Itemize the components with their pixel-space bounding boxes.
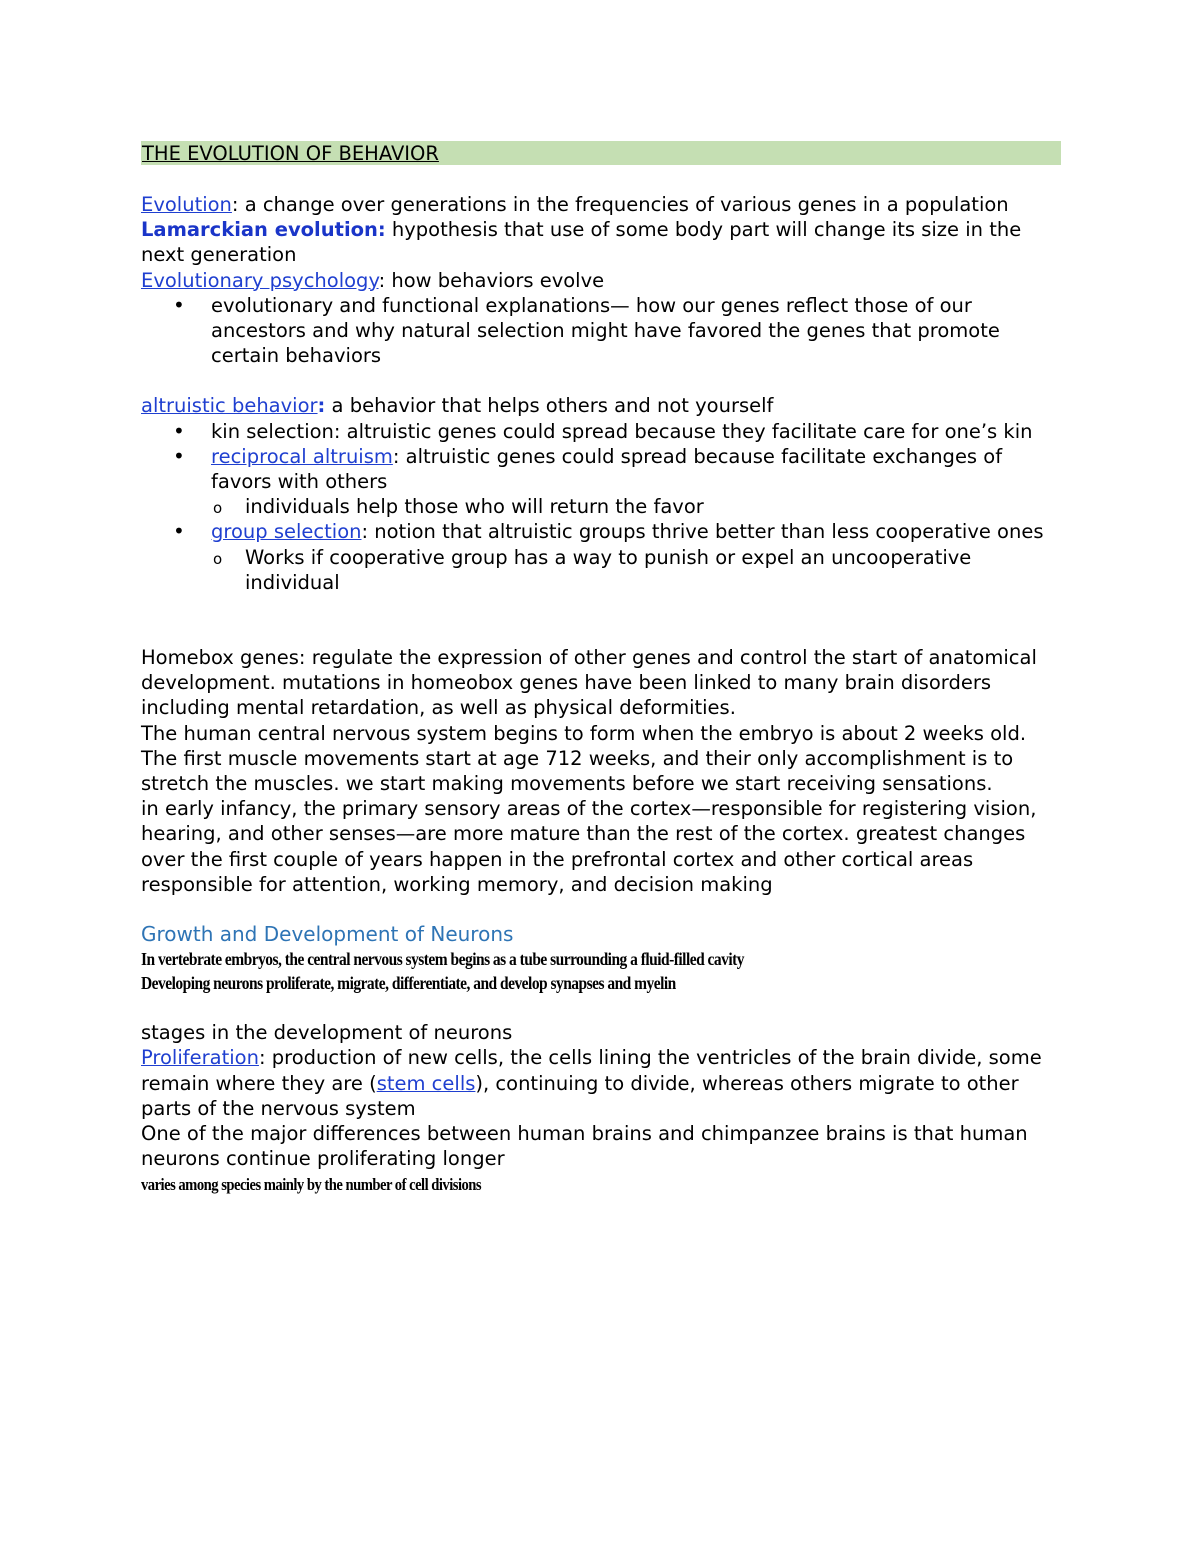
list-item-group-selection	[141, 519, 1061, 544]
infancy-paragraph: in early infancy, the primary sensory areas of the cortex—responsible for registering vision, hearing, and other senses—are more mature than the rest of the cortex. greatest changes over the first couple of years happen in the prefrontal cortex and other cortical areas responsible for attention, working memory, and decision making	[141, 797, 1037, 896]
varies-line: varies among species mainly by the number of cell divisions	[141, 1174, 482, 1194]
stages-intro: stages in the development of neurons	[141, 1021, 513, 1045]
muscle-paragraph: The first muscle movements start at age 712 weeks, and their only accomplishment is to stretch the muscles. we start making movements before we start receiving sensations.	[141, 746, 1014, 796]
spacer	[141, 995, 1061, 1020]
sub-list-item: o individuals help those who will return the favor	[141, 494, 1061, 519]
evo-psych-definition	[141, 268, 1061, 293]
human-chimp-paragraph: One of the major differences between human brains and chimpanzee brains is that human neurons continue proliferating longer	[141, 1122, 1028, 1171]
evolution-link[interactable]: Evolution	[141, 193, 232, 216]
group-text: : notion that altruistic groups thrive better than less cooperative ones	[361, 520, 1044, 544]
growth-line-1: In vertebrate embryos, the central nervous system begins as a tube surrounding a fluid-filled cavity	[141, 949, 744, 970]
altruism-list	[141, 419, 1061, 595]
evolution-text: : a change over generations in the frequencies of various genes in a population	[231, 193, 1009, 216]
altruism-definition	[141, 393, 1061, 418]
sub-list-item: o Works if cooperative group has a way to punish or expel an uncooperative individual	[141, 545, 1061, 595]
reciprocal-text: : altruistic genes could spread because facilitate exchanges of favors with others	[211, 444, 1003, 494]
list-item-reciprocal	[141, 444, 1061, 494]
growth-line-2: Developing neurons proliferate, migrate, differentiate, and develop synapses and myelin	[141, 973, 676, 994]
lamarckian-text: hypothesis that use of some body part will change its size in the next generation	[141, 218, 1022, 267]
homebox-paragraph: Homebox genes: regulate the expression of other genes and control the start of anatomical development. mutations in homeobox genes have been linked to many brain disorders including mental retardation, as well as physical deformities.	[141, 646, 1037, 720]
proliferation-link[interactable]: Proliferation	[141, 1046, 259, 1070]
altruism-text: a behavior that helps others and not yourself	[325, 394, 774, 418]
document-body	[141, 141, 1061, 1197]
proliferation-paragraph	[141, 1045, 1061, 1121]
evo-psych-text: : how behaviors evolve	[378, 268, 605, 292]
evo-psych-link[interactable]: Evolutionary psychology	[141, 268, 379, 292]
spacer	[141, 368, 1061, 393]
altruism-link[interactable]: altruistic behavior	[141, 394, 318, 418]
spacer	[141, 897, 1061, 922]
cns-paragraph: The human central nervous system begins to form when the embryo is about 2 weeks old.	[141, 721, 1027, 745]
evo-psych-list	[141, 293, 1061, 369]
evolution-definition	[141, 192, 1061, 217]
lamarckian-definition	[141, 217, 1061, 267]
spacer	[141, 595, 1061, 645]
lamarckian-term: Lamarckian evolution:	[141, 218, 386, 242]
section-heading: Growth and Development of Neurons	[141, 922, 514, 947]
altruism-colon: :	[317, 394, 326, 418]
list-item: • evolutionary and functional explanations— how our genes reflect those of our ancestors and why natural selection might have favored the genes that promote certain behaviors	[141, 293, 1061, 369]
proliferation-text: : production of new cells, the cells lining the ventricles of the brain divide, some remain where they are (	[141, 1046, 1042, 1095]
document-title: THE EVOLUTION OF BEHAVIOR	[141, 141, 1061, 165]
stem-cells-link[interactable]: stem cells	[376, 1071, 476, 1095]
list-item-kin-selection: • kin selection: altruistic genes could spread because they facilitate care for one’s kin	[141, 419, 1061, 444]
proliferation-text-end: ), continuing to divide, whereas others migrate to other parts of the nervous system	[141, 1071, 1019, 1120]
reciprocal-altruism-link[interactable]: reciprocal altruism	[211, 444, 393, 468]
group-selection-link[interactable]: group selection	[211, 520, 362, 544]
